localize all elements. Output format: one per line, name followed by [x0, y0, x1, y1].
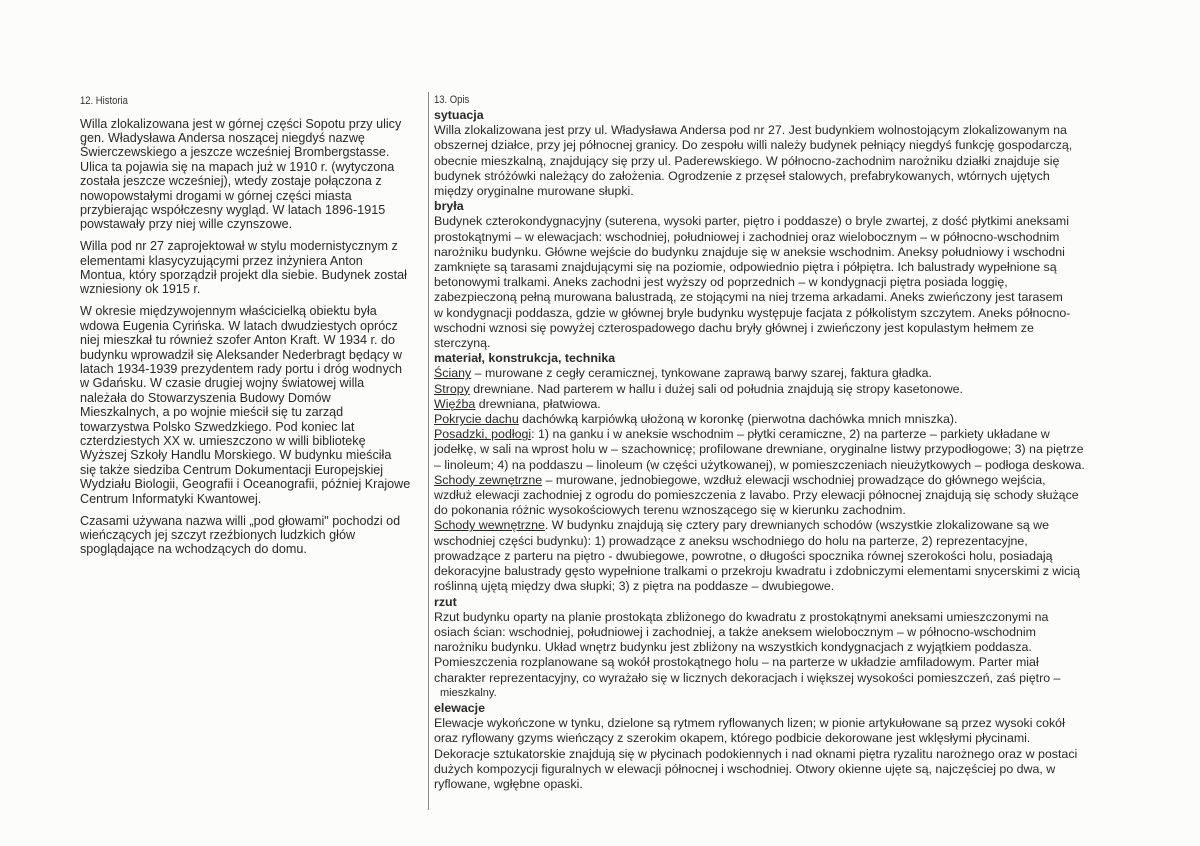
text-line: spoglądające na wchodzących do domu.: [80, 542, 307, 557]
text-line: [434, 382, 1154, 397]
text-line: Czasami używana nazwa willi „pod głowami" pochodzi od: [80, 513, 401, 528]
line-text: Pomieszczenia rozplanowane są wokół prostokątnego holu – na parterze w układzie amfiladowym. Parter miał: [434, 655, 1039, 670]
text-line: Willa pod nr 27 zaprojektował w stylu modernistycznym z: [80, 239, 398, 254]
line-text: dachówką karpiówką ułożoną w koronkę (pierwotna dachówka mnich mniszka).: [518, 412, 958, 427]
line-text: Willa zlokalizowana jest przy ul. Władysława Andersa pod nr 27. Jest budynkiem wolnostojącym zlokalizowanym na: [434, 123, 1067, 138]
text-line: wzniesiony ok 1915 r.: [80, 282, 201, 297]
subsection-heading: elewacje: [434, 700, 485, 715]
paragraph: [80, 117, 425, 232]
text-line: [434, 503, 1154, 518]
subsection-heading: sytuacja: [434, 108, 484, 122]
line-text: prowadzące z parteru na piętro - dwubiegowe, powrotne, o długości spocznika równej szerokości holu, posiadają: [434, 548, 1053, 563]
text-line: [434, 245, 1154, 260]
subsection: [434, 351, 1154, 594]
text-line: czterdziestych XX w. umieszczono w willi bibliotekę: [80, 434, 366, 449]
line-text: Budynek czterokondygnacyjny (suterena, wysoki parter, piętro i poddasze) o bryle zwartej, z dość płytkimi aneksami: [434, 214, 1069, 229]
line-text: zabezpieczoną pełną murowana balustradą, ze stojącymi na niej trzema arkadami. Aneks zwieńczony jest tarasem: [434, 290, 1063, 305]
subsection: [434, 701, 1154, 792]
section-title-historia: 12. Historia: [80, 95, 128, 107]
text-line: [434, 579, 1154, 594]
text-line: Mieszkalnych, a po wojnie mieścił się tu zarząd: [80, 405, 344, 420]
line-text: ryflowane, wgłębne opaski.: [434, 776, 583, 791]
paragraph: [80, 239, 425, 297]
section-title-opis: 13. Opis: [434, 94, 470, 106]
text-line: Wydziału Biologii, Geografii i Oceanografii, później Krajowe: [80, 477, 411, 492]
line-text: sterczyną.: [434, 336, 491, 351]
line-text: wzdłuż elewacji zachodniej z ogrodu do pomieszczenia z lavabo. Przy elewacji północnej znajdują się schody służące: [434, 488, 1079, 503]
text-line: towarzystwa Polsko Szwedzkiego. Pod koniec lat: [80, 419, 355, 434]
line-text: obszernej działce, przy jej północnej granicy. Do zespołu willi należy budynek pełniący niegdyś funkcję gospodarczą,: [434, 138, 1073, 153]
text-line: w Gdańsku. W czasie drugiej wojny światowej willa: [80, 376, 365, 391]
text-line: latach 1934-1939 prezydentem rady portu i dróg wodnych: [80, 362, 403, 376]
section-historia: [80, 93, 425, 557]
text-line: [434, 534, 1154, 549]
text-line: nowopowstałymi drogami w górnej części miasta: [80, 188, 352, 203]
text-line: gen. Władysława Andersa noszącej niegdyś nazwę: [80, 130, 365, 145]
line-text: : 1) na ganku i w aneksie wschodnim – płytki ceramiczne, 2) na parterze – parkiety układane w: [531, 427, 1050, 442]
text-line: [434, 290, 1154, 305]
text-line: [434, 138, 1154, 153]
underlined-term: Stropy: [434, 381, 470, 396]
line-text: w kondygnacji poddasza, gdzie w głównej bryle budynku występuje facjata z półkolistym szczytem. Aneks północno-: [434, 305, 1071, 320]
line-text: charakter reprezentacyjny, co wyrażało się w licznych dekoracjach i większej wysokości pomieszczeń, zaś piętro –: [434, 670, 1061, 685]
line-text: między oryginalne murowane słupki.: [434, 184, 634, 199]
line-text: betonowymi tralkami. Aneks zachodni jest wyższy od poprzednich – w kondygnacji piętra posiada loggię,: [434, 275, 1008, 290]
text-line: [434, 412, 1154, 427]
line-text: Rzut budynku oparty na planie prostokąta zbliżonego do kwadratu z prostokątnymi aneksami umieszczonymi na: [434, 609, 1049, 624]
text-line: [434, 747, 1154, 762]
text-line: Montua, który sporządził projekt dla siebie. Budynek został: [80, 268, 407, 283]
text-line: [434, 366, 1154, 381]
underlined-term: Więźba: [434, 396, 476, 411]
text-line: elementami klasycyzującymi przez inżyniera Anton: [80, 253, 363, 268]
line-text: obecnie mieszkalną, znajdujący się przy ul. Paderewskiego. W północno-zachodnim narożniku działki znajduje się: [434, 153, 1060, 168]
line-text: mieszkalny.: [440, 686, 497, 699]
text-line: [434, 671, 1154, 686]
line-text: drewniana, płatwiowa.: [475, 396, 601, 411]
line-text: wschodniej części budynku): 1) prowadzące z aneksu wschodniego do holu na parterze, 2) reprezentacyjne,: [434, 533, 1028, 548]
line-text: dużych kompozycji figuralnych w elewacji północnej i wschodniej. Otwory okienne ujęte są, najczęściej po dwa, w: [434, 761, 1056, 776]
line-text: dekoracyjne balustrady gęsto wypełnione tralkami o przekroju kwadratu i zdobniczymi elementami snycerskimi z wicią: [434, 564, 1080, 579]
underlined-term: Schody zewnętrzne: [434, 472, 543, 487]
line-text: jodełkę, w sali na wprost holu w – szachownicę; profilowane drewniane, oryginalne listwy przypodłogowe; 3) na piętrze: [434, 442, 1084, 457]
line-text: prostokątnymi – w elewacjach: wschodniej, południowej i zachodniej oraz wielobocznym – w północno-wschodnim: [434, 229, 1060, 244]
text-line: [434, 488, 1154, 503]
underlined-term: Schody wewnętrzne: [434, 518, 545, 533]
line-text: zamknięte są tarasami znajdującymi się na poziomie, odpowiednio piętra i półpiętra. Ich balustrady wypełnione są: [434, 260, 1057, 275]
text-line: [434, 564, 1154, 579]
text-line: Willa zlokalizowana jest w górnej części Sopotu przy ulicy: [80, 116, 402, 131]
text-line: [434, 686, 1154, 701]
text-line: [434, 123, 1154, 138]
text-line: [434, 321, 1154, 336]
paragraph: [80, 514, 425, 557]
text-line: Świerczewskiego a jeszcze wcześniej Brombergstasse.: [80, 145, 390, 160]
text-line: [434, 427, 1154, 442]
line-text: oraz ryflowany gzyms wieńczący z szerokim okapem, którego podbicie dekorowane jest wklęsłymi płycinami.: [434, 731, 1031, 746]
text-line: [434, 731, 1154, 746]
text-line: wdowa Eugenia Cyrińska. W latach dwudziestych oprócz: [80, 318, 398, 333]
underlined-term: Pokrycie dachu: [434, 412, 519, 427]
line-text: narożniku budynku. Główne wejście do budynku znajduje się w aneksie wschodnim. Aneksy południowy i wschodni: [434, 244, 1065, 259]
line-text: – murowane, jednobiegowe, wzdłuż elewacji wschodniej prowadzące do głównego wejścia,: [542, 472, 1046, 487]
subsection-heading: bryła: [434, 199, 464, 214]
text-line: wieńczących jej szczyt rzeźbionych ludzkich głów: [80, 527, 356, 542]
text-line: [434, 655, 1154, 670]
underlined-term: Posadzki, podłogi: [434, 427, 532, 442]
text-line: Wyższej Szkoły Handlu Morskiego. W budynku mieściła: [80, 448, 392, 463]
text-line: została jeszcze wcześniej), wtedy zostaje połączona z: [80, 174, 382, 189]
text-line: budynku wprowadził się Aleksander Nederbragt będący w: [80, 347, 403, 362]
text-line: [434, 275, 1154, 290]
line-text: . W budynku znajdują się cztery pary drewnianych schodów (wszystkie zlokalizowane są we: [544, 518, 1049, 533]
text-line: [434, 306, 1154, 321]
subsection-heading: materiał, konstrukcja, technika: [434, 351, 616, 366]
text-line: [434, 154, 1154, 169]
line-text: roślinną ujętą między dwa słupki; 3) z piętra na poddasze – dwubiegowe.: [434, 579, 835, 594]
text-line: się także siedziba Centrum Dokumentacji Europejskiej: [80, 462, 384, 477]
line-text: Dekoracje sztukatorskie znajdują się w płycinach podokiennych i nad oknami piętra ryzalitu narożnego oraz w postaci: [434, 746, 1078, 761]
text-line: [434, 640, 1154, 655]
subsection: [434, 595, 1154, 701]
line-text: budynek stróżówki należący do założenia. Ogrodzenie z przęseł stalowych, prefabrykowanych, wtórnych ujętych: [434, 168, 1050, 183]
text-line: przybierając współczesny wygląd. W latach 1896-1915: [80, 202, 386, 217]
text-line: [434, 762, 1154, 777]
paragraph: [80, 304, 425, 506]
text-line: [434, 458, 1154, 473]
line-text: – linoleum; 4) na poddaszu – linoleum (w części użytkowanej), w pomieszczeniach nieużytkowych – podłoga deskowa.: [434, 457, 1085, 472]
historia-body: [80, 117, 425, 557]
text-line: Centrum Informatyki Kwantowej.: [80, 491, 262, 506]
text-line: [434, 230, 1154, 245]
line-text: – murowane z cegły ceramicznej, tynkowane zaprawą barwy szarej, faktura gładka.: [471, 366, 932, 381]
text-line: [434, 610, 1154, 625]
text-line: [434, 336, 1154, 351]
line-text: drewniane. Nad parterem w hallu i dużej sali od południa znajdują się stropy kasetonowe.: [469, 381, 963, 396]
text-line: [434, 777, 1154, 792]
text-line: [434, 169, 1154, 184]
text-line: W okresie międzywojennym właścicielką obiektu była: [80, 304, 377, 319]
section-opis: [428, 92, 1154, 810]
line-text: narożniku budynku. Układ wnętrz budynku jest zbliżony na wszystkich kondygnacjach z wyjątkiem poddasza.: [434, 640, 1032, 655]
line-text: wschodni wznosi się powyżej czterospadowego dachu bryły głównej i zwieńczony jest kopulastym hełmem ze: [434, 320, 1034, 335]
text-line: [434, 716, 1154, 731]
text-line: [434, 397, 1154, 412]
text-line: Ulica ta pojawia się na mapach już w 1910 r. (wytyczona: [80, 159, 395, 174]
line-text: do pokonania różnic wysokościowych terenu wznoszącego się w kierunku zachodnim.: [434, 503, 906, 518]
text-line: [434, 442, 1154, 457]
text-line: [434, 518, 1154, 533]
text-line: niej mieszkał tu również szofer Anton Kraft. W 1934 r. do: [80, 333, 395, 348]
subsection: [434, 108, 1154, 199]
line-text: Elewacje wykończone w tynku, dzielone są rytmem ryflowanych lizen; w pionie artykułowane są przez wysoki cokół: [434, 716, 1065, 731]
underlined-term: Ściany: [434, 366, 472, 381]
line-text: osiach ścian: wschodniej, południowej i zachodniej, a także aneksem wielobocznym – w północno-wschodnim: [434, 624, 1036, 639]
subsection-heading: rzut: [434, 594, 457, 609]
text-line: [434, 214, 1154, 229]
subsection: [434, 199, 1154, 351]
text-line: [434, 184, 1154, 199]
opis-body: [434, 108, 1154, 792]
text-line: powstawały przy niej wille czynszowe.: [80, 217, 293, 232]
text-line: [434, 473, 1154, 488]
text-line: [434, 549, 1154, 564]
text-line: [434, 625, 1154, 640]
text-line: należała do Stowarzyszenia Budowy Domów: [80, 390, 331, 405]
text-line: [434, 260, 1154, 275]
